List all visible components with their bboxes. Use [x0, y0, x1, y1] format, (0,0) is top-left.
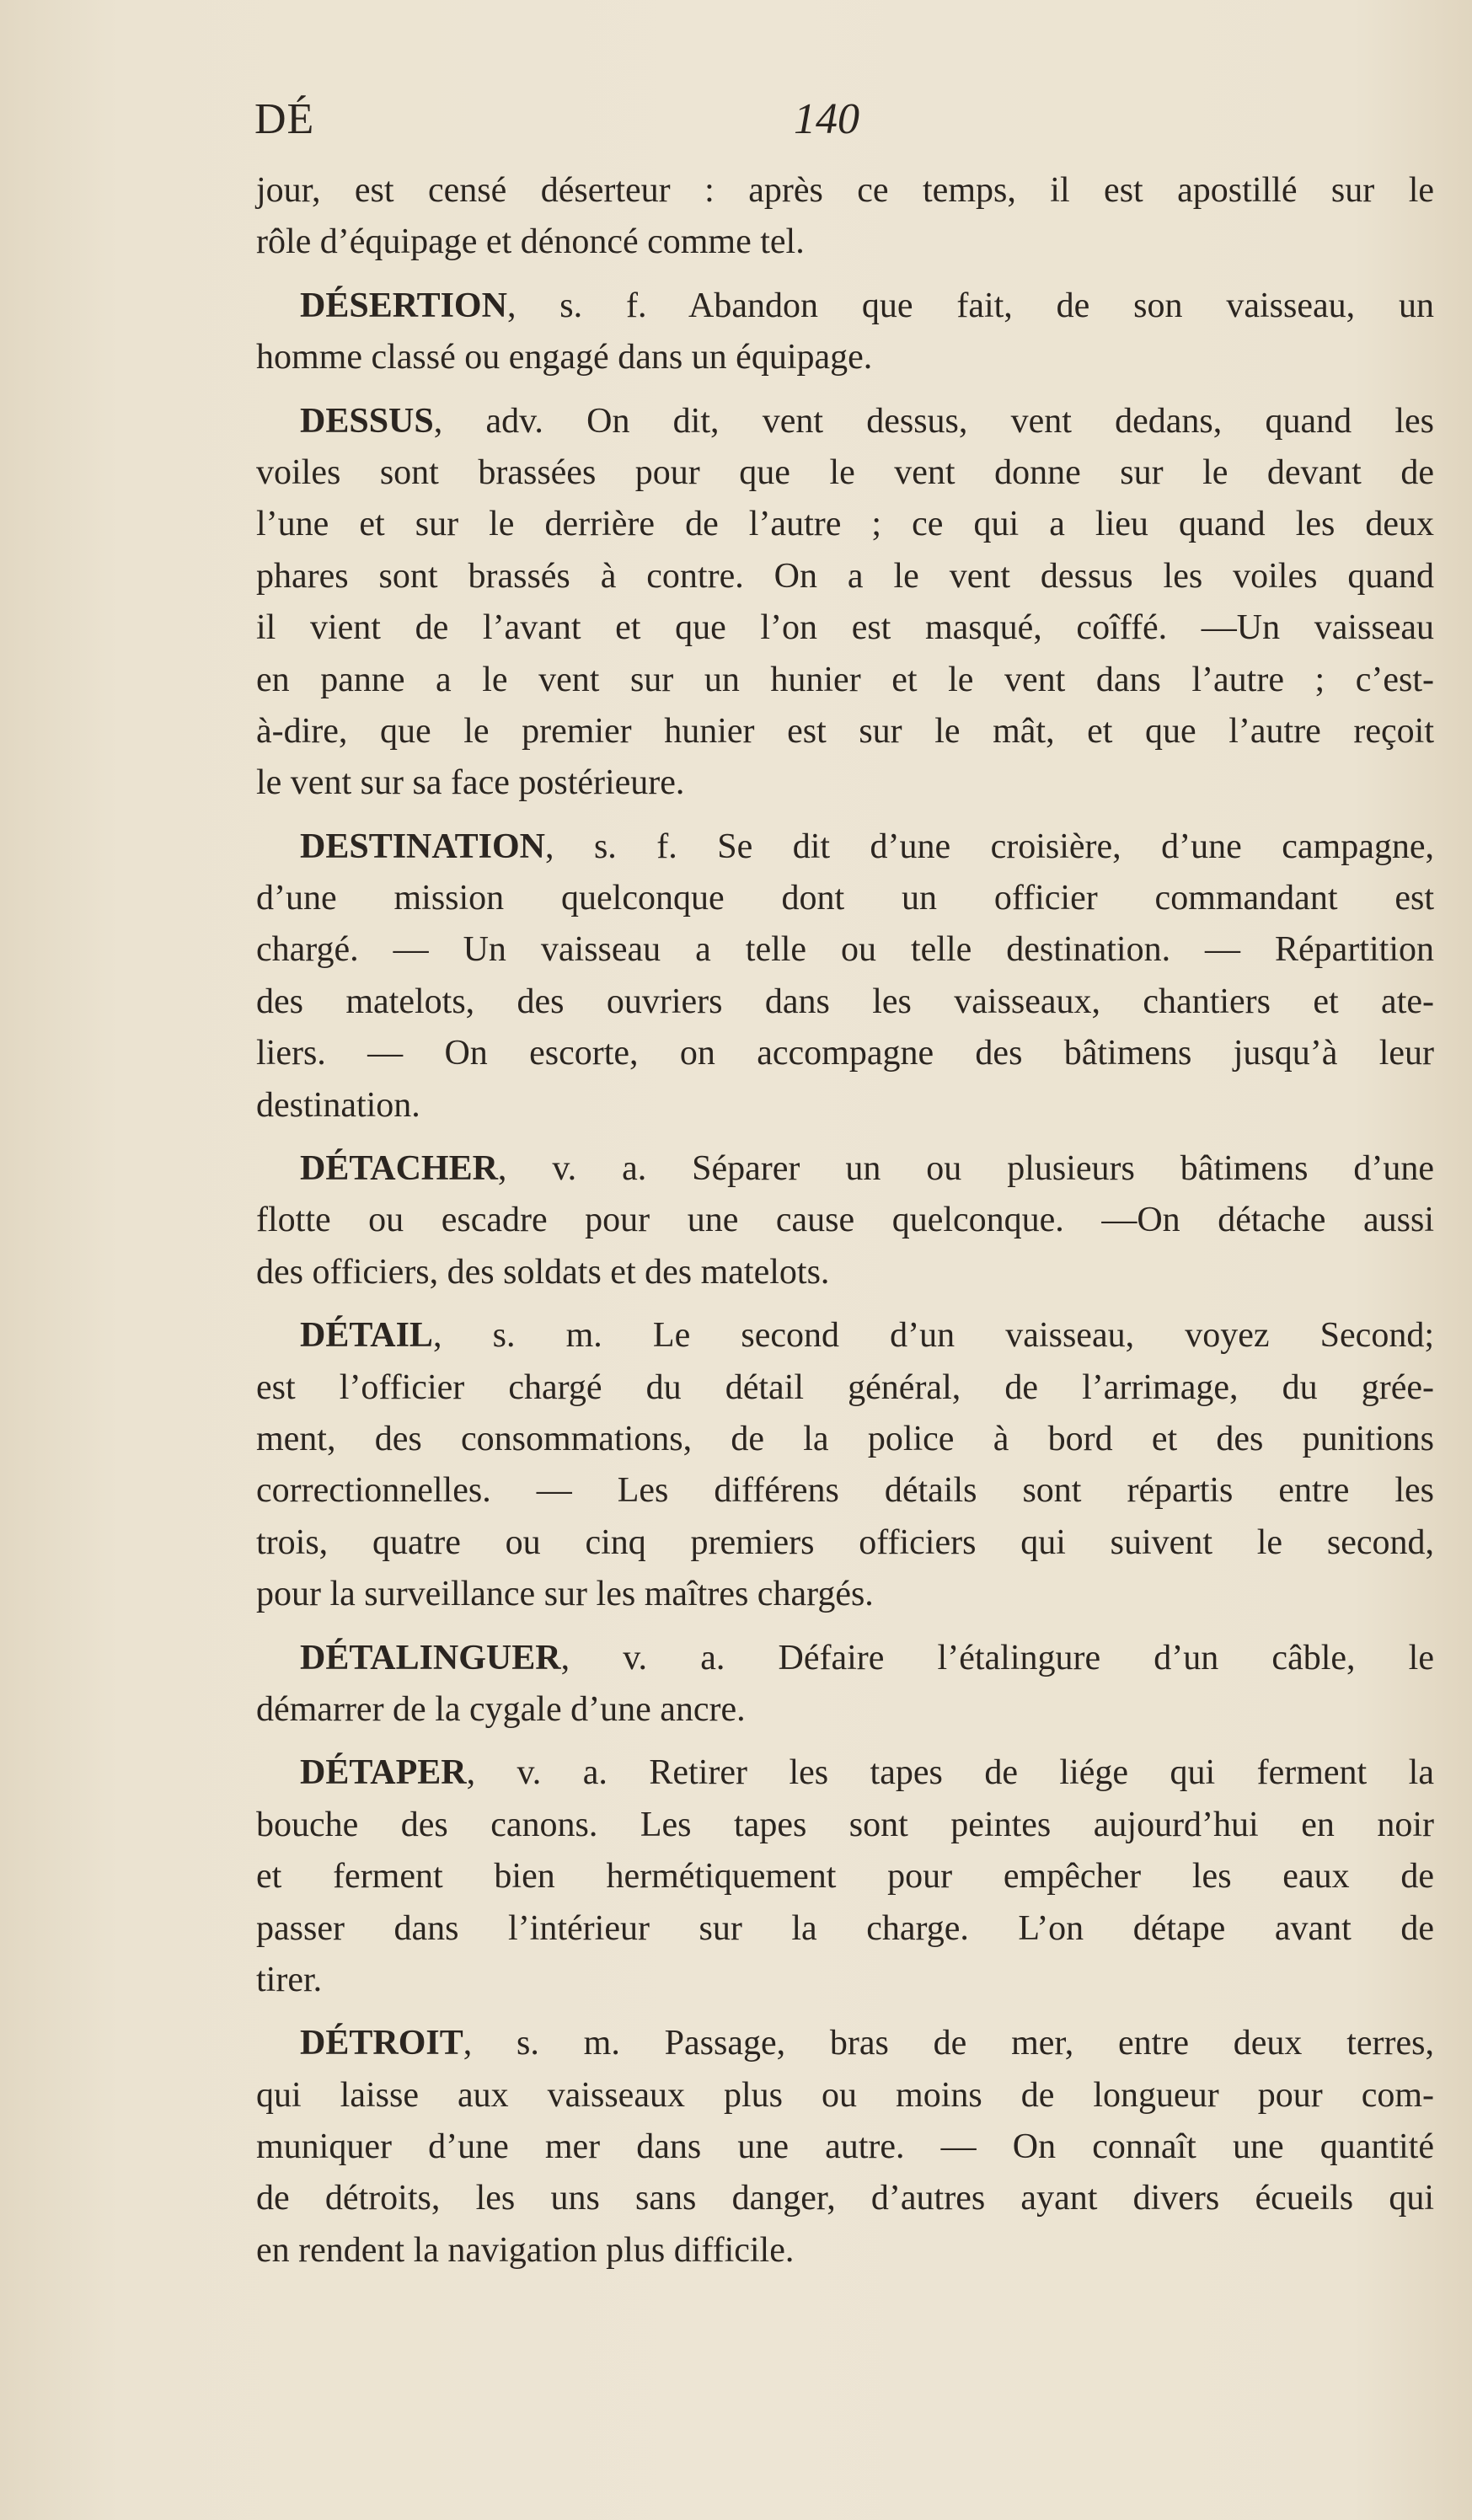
text-line: passer dans l’intérieur sur la charge. L’on détape avant de	[256, 1908, 1434, 1948]
text-line: voiles sont brassées pour que le vent donne sur le devant de	[256, 452, 1434, 492]
text-line: il vient de l’avant et que l’on est masqué, coîffé. —Un vaisseau	[256, 608, 1434, 648]
entry-term: DÉTROIT	[300, 2024, 463, 2063]
entry-detacher	[256, 1143, 1434, 1298]
text-line: DESTINATION, s. f. Se dit d’une croisière, d’une campagne,	[300, 827, 1434, 866]
entry-term: DESTINATION	[300, 827, 545, 866]
text-line: démarrer de la cygale d’une ancre.	[256, 1689, 746, 1729]
entry-term: DÉTALINGUER	[300, 1638, 561, 1677]
text-line: en rendent la navigation plus difficile.	[256, 2230, 795, 2270]
text-line: chargé. — Un vaisseau a telle ou telle destination. — Répartition	[256, 930, 1434, 970]
text-line: phares sont brassés à contre. On a le vent dessus les voiles quand	[256, 556, 1434, 596]
text-line: DÉTAIL, s. m. Le second d’un vaisseau, voyez Second;	[300, 1316, 1434, 1356]
text-line: trois, quatre ou cinq premiers officiers qui suivent le second,	[256, 1522, 1434, 1562]
text-line: DÉSERTION, s. f. Abandon que fait, de son vaisseau, un	[300, 286, 1434, 325]
page-header	[254, 94, 1417, 153]
text-line: DÉTROIT, s. m. Passage, bras de mer, entre deux terres,	[300, 2024, 1434, 2063]
text-line: homme classé ou engagé dans un équipage.	[256, 338, 873, 377]
text-line: DÉTALINGUER, v. a. Défaire l’étalingure d’un câble, le	[300, 1638, 1434, 1677]
entry-detail	[256, 1310, 1434, 1620]
text-line: des matelots, des ouvriers dans les vaisseaux, chantiers et ate-	[256, 982, 1434, 1021]
text-line: pour la surveillance sur les maîtres chargés.	[256, 1575, 874, 1614]
text-line: DÉTACHER, v. a. Séparer un ou plusieurs bâtimens d’une	[300, 1149, 1434, 1189]
text-line: liers. — On escorte, on accompagne des bâtimens jusqu’à leur	[256, 1034, 1434, 1073]
text-line: jour, est censé déserteur : après ce temps, il est apostillé sur le	[256, 171, 1434, 210]
text-line: bouche des canons. Les tapes sont peintes aujourd’hui en noir	[256, 1805, 1434, 1844]
entry-detaper	[256, 1747, 1434, 2006]
text-line: de détroits, les uns sans danger, d’autres ayant divers écueils qui	[256, 2179, 1434, 2218]
entry-term: DÉSERTION	[300, 286, 507, 325]
entry-detalinguer	[256, 1633, 1434, 1736]
entry-detroit	[256, 2018, 1434, 2277]
text-line: flotte ou escadre pour une cause quelconque. —On détache aussi	[256, 1201, 1434, 1240]
entry-desertion	[256, 281, 1434, 384]
text-line: rôle d’équipage et dénoncé comme tel.	[256, 222, 805, 262]
text-line: destination.	[256, 1085, 420, 1125]
text-line: et ferment bien hermétiquement pour empêcher les eaux de	[256, 1857, 1434, 1897]
text-line: d’une mission quelconque dont un officier commandant est	[256, 879, 1434, 918]
text-line: en panne a le vent sur un hunier et le vent dans l’autre ; c’est-	[256, 660, 1434, 699]
text-line: à-dire, que le premier hunier est sur le mât, et que l’autre reçoit	[256, 711, 1434, 751]
text-line: ment, des consommations, de la police à bord et des punitions	[256, 1419, 1434, 1458]
entry-term: DÉTAPER	[300, 1753, 467, 1793]
text-line: le vent sur sa face postérieure.	[256, 763, 685, 803]
entry-destination	[256, 821, 1434, 1132]
entry-term: DÉTACHER	[300, 1149, 498, 1189]
text-line: DÉTAPER, v. a. Retirer les tapes de liége qui ferment la	[300, 1753, 1434, 1793]
dictionary-text	[256, 165, 1434, 2277]
entry-term: DESSUS	[300, 401, 434, 441]
text-line: est l’officier chargé du détail général, de l’arrimage, du grée-	[256, 1367, 1434, 1407]
text-line: l’une et sur le derrière de l’autre ; ce qui a lieu quand les deux	[256, 505, 1434, 544]
text-line: muniquer d’une mer dans une autre. — On connaît une quantité	[256, 2127, 1434, 2167]
entry-continuation	[256, 165, 1434, 269]
text-line: tirer.	[256, 1960, 323, 1999]
page-number: 140	[794, 95, 859, 143]
text-line: qui laisse aux vaisseaux plus ou moins de longueur pour com-	[256, 2075, 1434, 2115]
entry-dessus	[256, 396, 1434, 810]
running-head: DÉ	[254, 95, 315, 143]
entry-term: DÉTAIL	[300, 1316, 433, 1356]
text-line: correctionnelles. — Les différens détails sont répartis entre les	[256, 1471, 1434, 1511]
text-line: DESSUS, adv. On dit, vent dessus, vent dedans, quand les	[300, 401, 1434, 441]
text-line: des officiers, des soldats et des matelots.	[256, 1252, 830, 1292]
